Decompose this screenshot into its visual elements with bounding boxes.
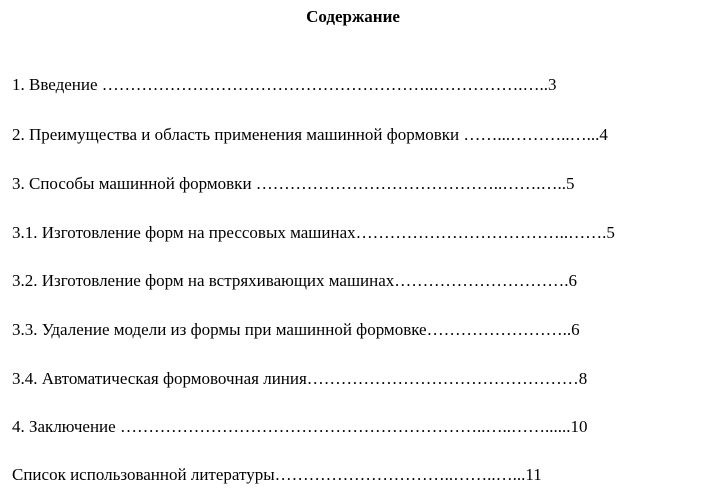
toc-entry-text: 1. Введение …………………………………………………..…………….…..3 [12,75,557,94]
toc-entry-press-machines [12,222,696,244]
page-title: Содержание [306,7,400,26]
toc-entry-references [12,464,698,486]
toc-entry-text: 3.4. Автоматическая формовочная линия…………………………………………8 [12,369,588,388]
toc-entry-conclusion [12,416,698,438]
toc-entry-text: 4. Заключение ………………………………………………………..…..……......10 [12,417,588,436]
toc-entry-pattern-removal [12,319,696,341]
toc-entry-text: 3.1. Изготовление форм на прессовых машинах………………………………..…….5 [12,223,615,242]
toc-entry-jolt-machines [12,270,696,292]
toc-entry-text: 2. Преимущества и область применения машинной формовки ……...………..…...4 [12,125,608,144]
toc-entry-text: 3. Способы машинной формовки ……………………………………..…….…..5 [12,174,575,193]
toc-entry-machine-molding-methods [12,173,698,195]
toc-entry-advantages [12,124,698,146]
toc-entry-text: 3.2. Изготовление форм на встряхивающих машинах………………………….6 [12,271,578,290]
toc-entry-text: Список использованной литературы…………………………..……..…...11 [12,465,542,484]
toc-entry-text: 3.3. Удаление модели из формы при машинной формовке……………………..6 [12,320,580,339]
toc-entry-introduction [12,74,696,96]
toc-entry-automatic-molding-line [12,368,696,390]
